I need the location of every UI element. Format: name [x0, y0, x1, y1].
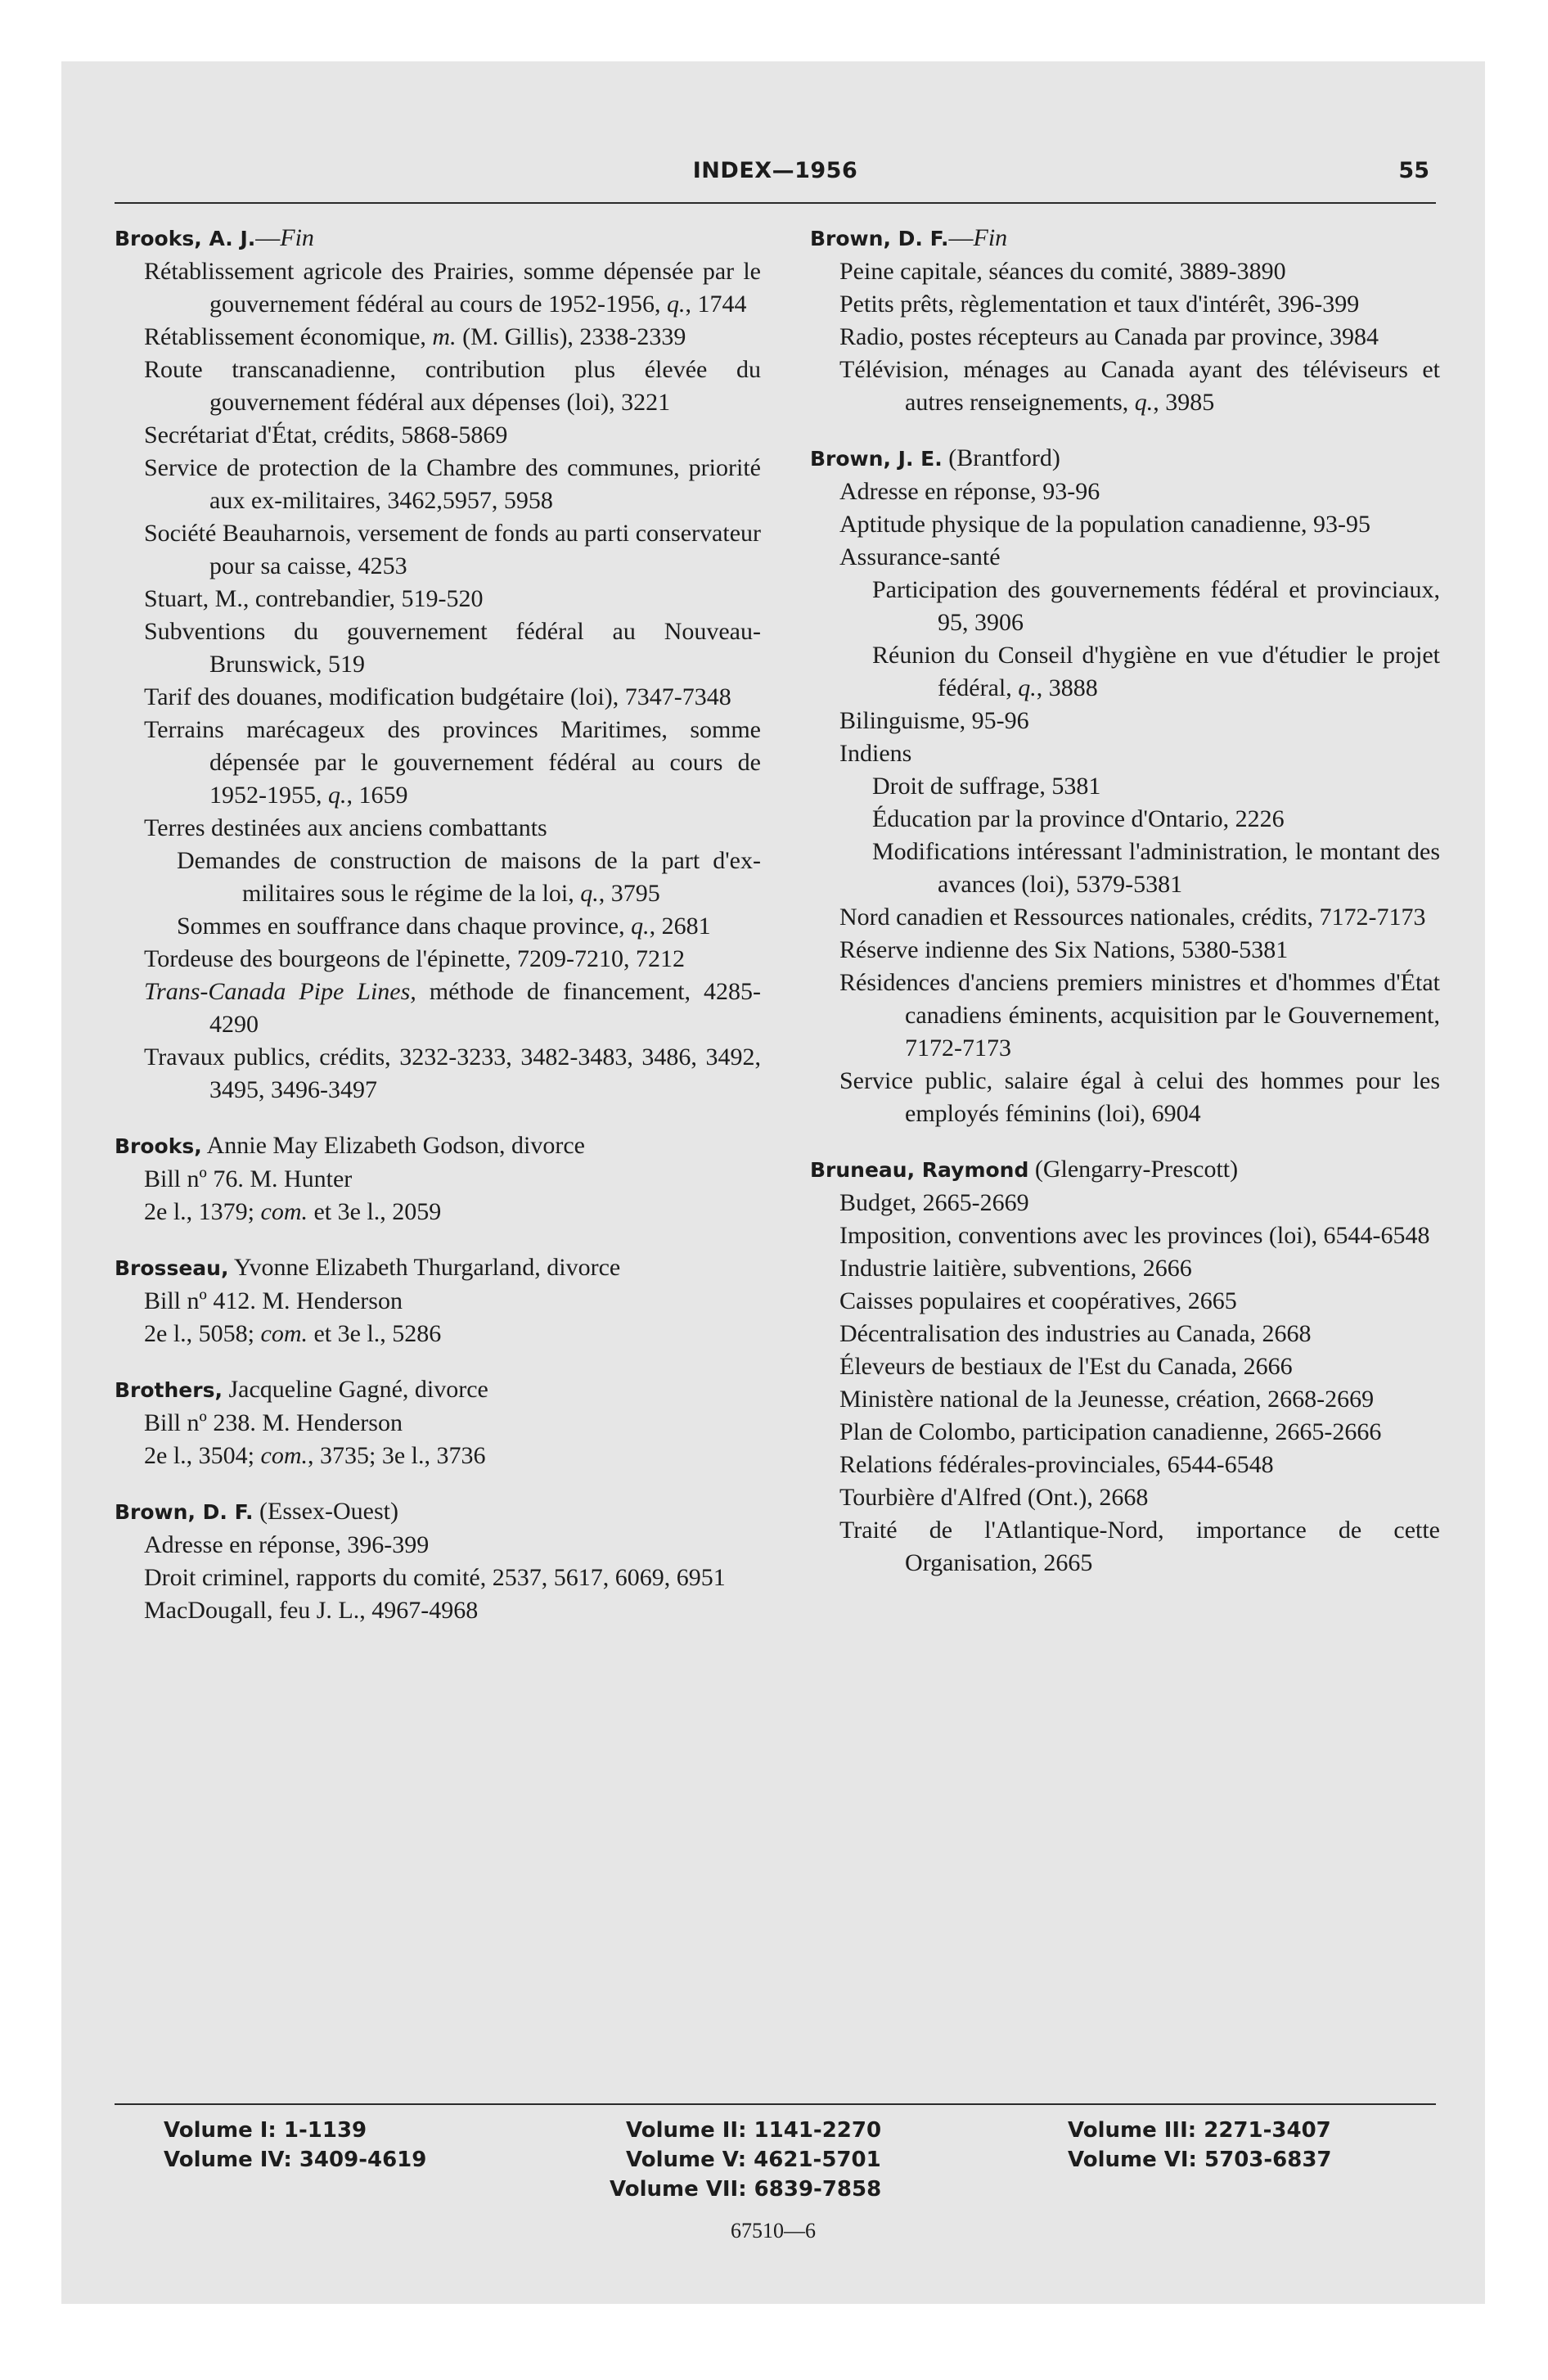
entry-text: Service de protection de la Chambre des communes, priorité aux ex-militaires, 3462,5957, 5958 — [144, 454, 761, 514]
index-subentry — [810, 901, 1440, 934]
entry-text: Petits prêts, règlementation et taux d'intérêt, 396-399 — [839, 291, 1360, 318]
index-subentry — [115, 1196, 761, 1228]
entry-heading — [115, 1495, 761, 1529]
entry-name: Brown, D. F. — [115, 1500, 254, 1524]
index-subentry — [810, 476, 1440, 508]
index-subsubentry — [115, 910, 761, 943]
index-subsubentry — [810, 574, 1440, 639]
entry-continued-label: Fin — [280, 224, 314, 251]
index-subentry — [115, 354, 761, 419]
index-subentry — [810, 1285, 1440, 1318]
entry-text: Télévision, ménages au Canada ayant des téléviseurs et autres renseignements, — [839, 356, 1440, 416]
index-subentry — [810, 1383, 1440, 1416]
volume-range: Volume VII: 6839-7858 — [610, 2177, 882, 2202]
entry-text: Travaux publics, crédits, 3232-3233, 3482-3483, 3486, 3492, 3495, 3496-3497 — [144, 1044, 761, 1103]
entry-text: Stuart, M., contrebandier, 519-520 — [144, 585, 484, 612]
index-subentry — [810, 508, 1440, 541]
entry-heading: Brown, D. F.—Fin — [810, 224, 1008, 251]
entry-text: 2e l., 3504; — [144, 1442, 261, 1469]
index-entry — [810, 222, 1440, 419]
entry-text: Tarif des douanes, modification budgétaire (loi), 7347-7348 — [144, 683, 731, 710]
entry-text: Budget, 2665-2669 — [839, 1189, 1029, 1216]
entry-continued-label: Fin — [973, 224, 1008, 251]
entry-text: Bill nº 412. M. Henderson — [144, 1287, 403, 1314]
entry-pages: , 3985 — [1153, 389, 1215, 416]
scanned-page — [61, 61, 1485, 2304]
entry-text: Réunion du Conseil d'hygiène en vue d'étudier le projet fédéral, — [872, 642, 1440, 701]
entry-text: Imposition, conventions avec les provinces (loi), 6544-6548 — [839, 1222, 1430, 1249]
index-column-right — [810, 222, 1440, 1602]
entry-text: Adresse en réponse, 93-96 — [839, 478, 1100, 505]
entry-pages: et 3e l., 5286 — [307, 1320, 442, 1347]
index-subentry — [115, 681, 761, 714]
entry-text: Décentralisation des industries au Canada, 2668 — [839, 1320, 1312, 1347]
page-number: 55 — [1398, 158, 1429, 183]
index-subsubentry — [810, 639, 1440, 705]
index-subentry — [115, 255, 761, 321]
index-subsubentry — [810, 836, 1440, 901]
entry-heading-detail: Jacqueline Gagné, divorce — [222, 1376, 488, 1403]
entry-name: Brown, J. E. — [810, 447, 943, 471]
entry-text: Bill nº 238. M. Henderson — [144, 1409, 403, 1436]
entry-heading-detail: Yvonne Elizabeth Thurgarland, divorce — [228, 1254, 621, 1281]
entry-heading — [115, 1251, 761, 1285]
index-entry — [810, 442, 1440, 1130]
index-subentry — [115, 321, 761, 354]
entry-name: Brooks, A. J. — [115, 227, 256, 250]
entry-abbrev: q. — [1134, 389, 1154, 416]
entry-text: Éleveurs de bestiaux de l'Est du Canada, 2666 — [839, 1353, 1293, 1380]
entry-text: Secrétariat d'État, crédits, 5868-5869 — [144, 421, 508, 449]
entry-abbrev: q. — [328, 782, 347, 809]
index-subentry — [810, 1416, 1440, 1449]
index-entry — [115, 1495, 761, 1627]
entry-abbrev: com. — [260, 1442, 308, 1469]
index-subentry — [810, 354, 1440, 419]
entry-text: Rétablissement économique, — [144, 323, 433, 350]
index-subentry — [810, 705, 1440, 737]
entry-text: Caisses populaires et coopératives, 2665 — [839, 1287, 1237, 1314]
volume-range: Volume III: 2271-3407 — [1068, 2118, 1331, 2143]
index-subentry — [810, 288, 1440, 321]
index-subentry — [115, 517, 761, 583]
index-subentry — [810, 1514, 1440, 1580]
index-subentry — [115, 1285, 761, 1318]
entry-text: Droit de suffrage, 5381 — [872, 773, 1101, 800]
index-subentry — [115, 1318, 761, 1350]
entry-pages: , 2681 — [649, 913, 711, 940]
entry-name: Brosseau, — [115, 1256, 229, 1280]
index-subentry — [810, 1252, 1440, 1285]
entry-abbrev: q. — [666, 291, 686, 318]
entry-pages: , 3795 — [598, 880, 660, 907]
index-subentry — [810, 1449, 1440, 1481]
entry-text: Subventions du gouvernement fédéral au Nouveau-Brunswick, 519 — [144, 618, 761, 678]
index-subentry — [810, 1350, 1440, 1383]
index-column-left — [115, 222, 761, 1650]
entry-heading-detail: (Glengarry-Prescott) — [1028, 1156, 1239, 1183]
volume-range: Volume I: 1-1139 — [164, 2118, 367, 2143]
index-subentry — [810, 1187, 1440, 1219]
entry-text: Relations fédérales-provinciales, 6544-6548 — [839, 1451, 1274, 1478]
entry-text: Participation des gouvernements fédéral et provinciaux, 95, 3906 — [872, 576, 1440, 636]
entry-heading — [115, 1373, 761, 1407]
entry-name: Brothers, — [115, 1378, 223, 1402]
entry-abbrev: q. — [631, 913, 650, 940]
entry-text: Indiens — [839, 740, 912, 767]
entry-text: Droit criminel, rapports du comité, 2537, 5617, 6069, 6951 — [144, 1564, 726, 1591]
entry-text: Résidences d'anciens premiers ministres et d'hommes d'État canadiens éminents, acquisition par le Gouvernement, 7172-7173 — [839, 969, 1440, 1062]
index-subsubentry — [810, 770, 1440, 803]
entry-abbrev: m. — [432, 323, 457, 350]
entry-name: Brooks, — [115, 1134, 202, 1158]
entry-text: Assurance-santé — [839, 543, 1001, 570]
index-subentry — [115, 1529, 761, 1562]
entry-text: Tourbière d'Alfred (Ont.), 2668 — [839, 1484, 1149, 1511]
index-subentry — [115, 1440, 761, 1472]
entry-text: Réserve indienne des Six Nations, 5380-5381 — [839, 936, 1289, 963]
entry-heading — [810, 442, 1440, 476]
entry-text: Modifications intéressant l'administration, le montant des avances (loi), 5379-5381 — [872, 838, 1440, 898]
entry-text: Traité de l'Atlantique-Nord, importance de cette Organisation, 2665 — [839, 1517, 1440, 1576]
index-subentry — [810, 321, 1440, 354]
volume-range: Volume II: 1141-2270 — [626, 2118, 882, 2143]
index-subentry — [115, 583, 761, 615]
page-title: INDEX—1956 — [692, 158, 858, 183]
entry-text: Route transcanadienne, contribution plus élevée du gouvernement fédéral aux dépenses (loi), 3221 — [144, 356, 761, 416]
entry-pages: , 1744 — [685, 291, 747, 318]
entry-pages: , 3735; 3e l., 3736 — [307, 1442, 486, 1469]
index-subentry — [810, 255, 1440, 288]
index-subentry — [115, 812, 761, 845]
index-subentry — [115, 714, 761, 812]
index-subentry — [810, 737, 1440, 770]
index-subsubentry — [115, 845, 761, 910]
index-subentry — [810, 934, 1440, 967]
footer-rule — [115, 2103, 1436, 2105]
index-subentry — [115, 943, 761, 976]
index-entry — [115, 222, 761, 1107]
entry-text: Bilinguisme, 95-96 — [839, 707, 1029, 734]
volume-range: Volume V: 4621-5701 — [626, 2148, 881, 2172]
entry-text: 2e l., 5058; — [144, 1320, 261, 1347]
entry-heading — [115, 1129, 761, 1163]
entry-text: Adresse en réponse, 396-399 — [144, 1531, 430, 1558]
index-subentry — [115, 1407, 761, 1440]
entry-text: Terres destinées aux anciens combattants — [144, 814, 547, 841]
index-subentry — [115, 615, 761, 681]
entry-text: Service public, salaire égal à celui des hommes pour les employés féminins (loi), 6904 — [839, 1067, 1440, 1127]
entry-abbrev: q. — [580, 880, 599, 907]
entry-text: Bill nº 76. M. Hunter — [144, 1165, 353, 1192]
entry-text: Terrains marécageux des provinces Maritimes, somme dépensée par le gouvernement fédéral au cours de 1952-1955, — [144, 716, 761, 809]
entry-heading-detail: Annie May Elizabeth Godson, divorce — [201, 1132, 585, 1159]
entry-text: Ministère national de la Jeunesse, création, 2668-2669 — [839, 1386, 1375, 1413]
entry-heading-detail: (Brantford) — [942, 444, 1060, 471]
index-entry — [810, 1153, 1440, 1580]
entry-text: Tordeuse des bourgeons de l'épinette, 7209-7210, 7212 — [144, 945, 685, 972]
entry-text: méthode de financement, 4285-4290 — [209, 978, 761, 1038]
entry-italic-term: Trans-Canada Pipe Lines, — [144, 978, 416, 1005]
entry-pages: (M. Gillis), 2338-2339 — [456, 323, 686, 350]
index-subentry — [115, 976, 761, 1041]
index-subentry — [810, 1318, 1440, 1350]
entry-text: Plan de Colombo, participation canadienne, 2665-2666 — [839, 1418, 1382, 1445]
entry-pages: et 3e l., 2059 — [307, 1198, 442, 1225]
entry-abbrev: com. — [260, 1320, 308, 1347]
index-subentry — [115, 1163, 761, 1196]
index-subsubentry — [810, 803, 1440, 836]
entry-text: MacDougall, feu J. L., 4967-4968 — [144, 1597, 479, 1624]
entry-text: Éducation par la province d'Ontario, 2226 — [872, 805, 1285, 832]
entry-name: Brown, D. F. — [810, 227, 949, 250]
volume-range: Volume IV: 3409-4619 — [164, 2148, 427, 2172]
index-subentry — [115, 1041, 761, 1107]
entry-text: Société Beauharnois, versement de fonds au parti conservateur pour sa caisse, 4253 — [144, 520, 761, 579]
index-entry — [115, 1129, 761, 1228]
index-subentry — [810, 967, 1440, 1065]
index-subentry — [810, 1481, 1440, 1514]
entry-heading-detail: (Essex-Ouest) — [253, 1498, 398, 1525]
entry-pages: , 1659 — [346, 782, 408, 809]
entry-text: Nord canadien et Ressources nationales, crédits, 7172-7173 — [839, 904, 1426, 931]
index-subentry — [115, 419, 761, 452]
entry-text: Peine capitale, séances du comité, 3889-3890 — [839, 258, 1286, 285]
index-subentry — [810, 541, 1440, 574]
page-header — [115, 153, 1436, 204]
index-subentry — [115, 452, 761, 517]
entry-abbrev: com. — [260, 1198, 308, 1225]
entry-abbrev: q. — [1018, 674, 1037, 701]
entry-heading — [810, 1153, 1440, 1187]
entry-heading: Brooks, A. J.—Fin — [115, 224, 314, 251]
volume-range: Volume VI: 5703-6837 — [1068, 2148, 1332, 2172]
index-entry — [115, 1373, 761, 1472]
index-subentry — [115, 1594, 761, 1627]
index-entry — [115, 1251, 761, 1350]
entry-pages: , 3888 — [1036, 674, 1098, 701]
index-subentry — [115, 1562, 761, 1594]
index-subentry — [810, 1219, 1440, 1252]
entry-text: Sommes en souffrance dans chaque province, — [177, 913, 632, 940]
entry-text: Aptitude physique de la population canadienne, 93-95 — [839, 511, 1370, 538]
entry-text: Radio, postes récepteurs au Canada par province, 3984 — [839, 323, 1379, 350]
footer-code: 67510—6 — [731, 2219, 816, 2243]
index-subentry — [810, 1065, 1440, 1130]
entry-text: Rétablissement agricole des Prairies, somme dépensée par le gouvernement fédéral au cours de 1952-1956, — [144, 258, 761, 318]
entry-text: Demandes de construction de maisons de la part d'ex-militaires sous le régime de la loi, — [177, 847, 761, 907]
entry-text: 2e l., 1379; — [144, 1198, 261, 1225]
entry-name: Bruneau, Raymond — [810, 1158, 1029, 1182]
entry-text: Industrie laitière, subventions, 2666 — [839, 1255, 1192, 1282]
